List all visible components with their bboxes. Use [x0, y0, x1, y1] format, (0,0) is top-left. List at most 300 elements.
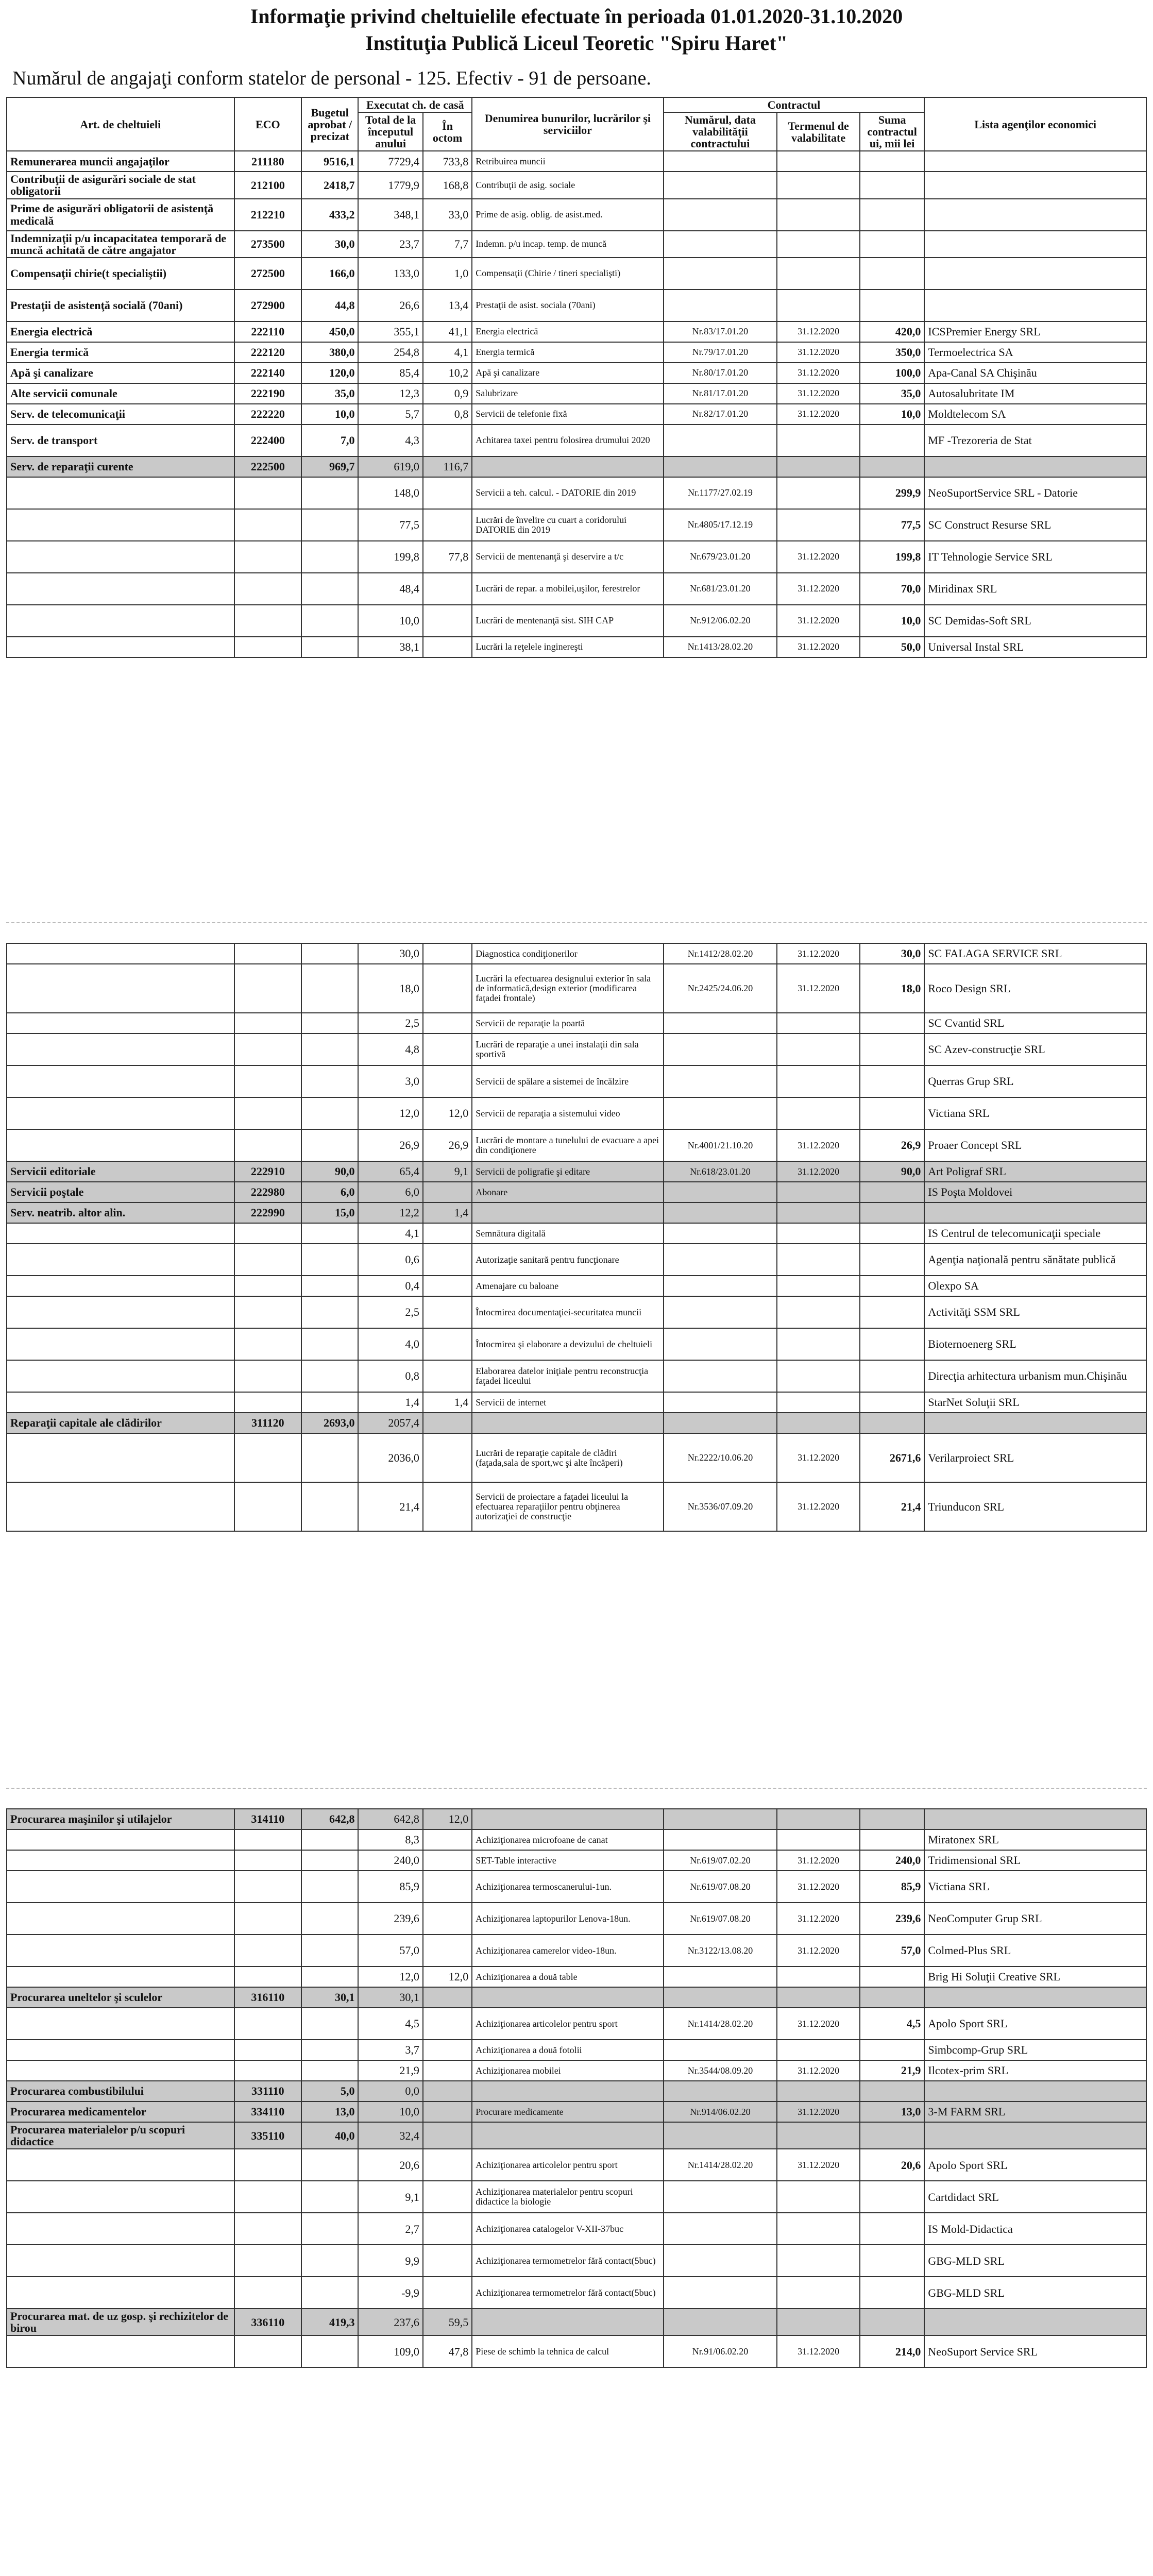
cell-buget [301, 2335, 358, 2367]
cell-nr [664, 2213, 777, 2245]
cell-agent: 3-M FARM SRL [924, 2102, 1146, 2122]
cell-agent: StarNet Soluţii SRL [924, 1392, 1146, 1413]
cell-den: Achiziţionarea catalogelor V-XII-37buc [472, 2213, 663, 2245]
cell-den: Achiziţionarea a două table [472, 1967, 663, 1987]
page-separator [6, 922, 1147, 923]
col-suma: Suma contractul ui, mii lei [860, 112, 924, 151]
cell-art [7, 943, 234, 964]
cell-luna [423, 1935, 472, 1967]
cell-luna: 116,7 [423, 456, 472, 477]
cell-total: 0,6 [358, 1244, 422, 1276]
cell-total: 4,0 [358, 1328, 422, 1360]
cell-nr [664, 1202, 777, 1223]
cell-agent: GBG-MLD SRL [924, 2277, 1146, 2309]
cell-luna: 733,8 [423, 151, 472, 172]
cell-agent [924, 2081, 1146, 2102]
cell-total: 7729,4 [358, 151, 422, 172]
cell-agent [924, 2309, 1146, 2335]
cell-term [777, 477, 860, 509]
cell-art [7, 477, 234, 509]
col-contractul: Contractul [664, 97, 925, 112]
cell-eco [234, 2213, 301, 2245]
cell-buget: 10,0 [301, 404, 358, 425]
table-row [7, 541, 1146, 573]
cell-luna: 7,7 [423, 231, 472, 258]
cell-term: 31.12.2020 [777, 1161, 860, 1182]
cell-buget [301, 1871, 358, 1903]
cell-agent [924, 1809, 1146, 1829]
cell-art [7, 637, 234, 657]
cell-art [7, 2149, 234, 2181]
cell-nr: Nr.619/07.02.20 [664, 1850, 777, 1871]
cell-term [777, 2245, 860, 2277]
cell-luna: 9,1 [423, 1161, 472, 1182]
cell-buget [301, 541, 358, 573]
cell-luna [423, 1033, 472, 1065]
cell-nr [664, 172, 777, 198]
cell-agent: Brig Hi Soluţii Creative SRL [924, 1967, 1146, 1987]
cell-buget [301, 1129, 358, 1161]
cell-agent: NeoComputer Grup SRL [924, 1903, 1146, 1935]
cell-luna [423, 1182, 472, 1202]
cell-total: 20,6 [358, 2149, 422, 2181]
cell-den: Servicii de reparaţia a sistemului video [472, 1097, 663, 1129]
cell-suma [860, 1182, 924, 1202]
cell-agent [924, 199, 1146, 231]
cell-term [777, 172, 860, 198]
cell-agent: Verilarproiect SRL [924, 1433, 1146, 1482]
cell-term [777, 1065, 860, 1097]
cell-eco [234, 1360, 301, 1392]
cell-term [777, 1360, 860, 1392]
cell-total: 21,9 [358, 2060, 422, 2081]
cell-luna [423, 477, 472, 509]
cell-nr [664, 1809, 777, 1829]
cell-art [7, 1276, 234, 1296]
cell-den: Întocmirea şi elaborare a devizului de cheltuieli [472, 1328, 663, 1360]
cell-art [7, 1244, 234, 1276]
cell-eco: 222910 [234, 1161, 301, 1182]
cell-eco [234, 477, 301, 509]
cell-art [7, 1903, 234, 1935]
cell-nr: Nr.3122/13.08.20 [664, 1935, 777, 1967]
cell-total: 32,4 [358, 2122, 422, 2149]
cell-suma [860, 151, 924, 172]
cell-total: 254,8 [358, 342, 422, 363]
table-row [7, 1967, 1146, 1987]
cell-agent: Roco Design SRL [924, 964, 1146, 1013]
cell-luna [423, 964, 472, 1013]
cell-nr: Nr.3536/07.09.20 [664, 1482, 777, 1531]
cell-eco: 222110 [234, 321, 301, 342]
cell-luna [423, 1433, 472, 1482]
cell-den: Achitarea taxei pentru folosirea drumului 2020 [472, 425, 663, 456]
cell-term [777, 2081, 860, 2102]
cell-total: 1779,9 [358, 172, 422, 198]
cell-luna [423, 1903, 472, 1935]
cell-total: 18,0 [358, 964, 422, 1013]
cell-luna [423, 2060, 472, 2081]
cell-agent: Victiana SRL [924, 1097, 1146, 1129]
cell-art: Serv. neatrib. altor alin. [7, 1202, 234, 1223]
cell-agent: Autosalubritate IM [924, 383, 1146, 404]
cell-suma: 18,0 [860, 964, 924, 1013]
cell-nr: Nr.619/07.08.20 [664, 1871, 777, 1903]
cell-nr: Nr.2222/10.06.20 [664, 1433, 777, 1482]
cell-suma [860, 172, 924, 198]
cell-term [777, 1987, 860, 2008]
cell-nr: Nr.4001/21.10.20 [664, 1129, 777, 1161]
cell-den [472, 2309, 663, 2335]
cell-nr [664, 2081, 777, 2102]
col-denumirea: Denumirea bunurilor, lucrărilor şi serviciilor [472, 97, 663, 151]
cell-total: 12,0 [358, 1967, 422, 1987]
cell-nr: Nr.1414/28.02.20 [664, 2149, 777, 2181]
cell-suma [860, 2040, 924, 2060]
cell-suma: 90,0 [860, 1161, 924, 1182]
cell-den [472, 2081, 663, 2102]
cell-suma [860, 1223, 924, 1244]
cell-suma [860, 2081, 924, 2102]
col-buget: Bugetul aprobat / precizat [301, 97, 358, 151]
cell-agent: Ilcotex-prim SRL [924, 2060, 1146, 2081]
cell-suma [860, 1013, 924, 1033]
expenses-table-page-2 [6, 943, 1147, 1532]
cell-term [777, 2277, 860, 2309]
cell-luna [423, 1296, 472, 1328]
cell-total: 3,0 [358, 1065, 422, 1097]
cell-agent [924, 231, 1146, 258]
cell-eco [234, 1223, 301, 1244]
table-row [7, 1903, 1146, 1935]
cell-luna [423, 1065, 472, 1097]
cell-luna [423, 2213, 472, 2245]
cell-eco [234, 1065, 301, 1097]
cell-art [7, 1360, 234, 1392]
cell-art [7, 1871, 234, 1903]
cell-suma: 35,0 [860, 383, 924, 404]
cell-suma: 239,6 [860, 1903, 924, 1935]
cell-term [777, 1829, 860, 1850]
cell-eco [234, 573, 301, 605]
table-row [7, 573, 1146, 605]
cell-nr [664, 2309, 777, 2335]
cell-nr [664, 1033, 777, 1065]
cell-den: Servicii de poligrafie şi editare [472, 1161, 663, 1182]
cell-total: 85,4 [358, 363, 422, 383]
cell-total: 109,0 [358, 2335, 422, 2367]
cell-agent [924, 456, 1146, 477]
cell-nr: Nr.80/17.01.20 [664, 363, 777, 383]
cell-eco [234, 509, 301, 541]
cell-term [777, 2040, 860, 2060]
cell-den [472, 2122, 663, 2149]
cell-agent: Universal Instal SRL [924, 637, 1146, 657]
cell-den: Compensaţii (Chirie / tineri specialişti) [472, 258, 663, 290]
cell-den: Servicii de reparaţie la poartă [472, 1013, 663, 1033]
cell-art [7, 2181, 234, 2213]
table-row [7, 605, 1146, 637]
cell-buget [301, 1829, 358, 1850]
cell-art: Energia electrică [7, 321, 234, 342]
cell-nr [664, 2122, 777, 2149]
cell-den [472, 1987, 663, 2008]
cell-den: Achiziţionarea articolelor pentru sport [472, 2149, 663, 2181]
cell-eco [234, 1276, 301, 1296]
table-row [7, 2102, 1146, 2122]
cell-art: Servicii poştale [7, 1182, 234, 1202]
cell-den: Autorizaţie sanitară pentru funcţionare [472, 1244, 663, 1276]
cell-term: 31.12.2020 [777, 404, 860, 425]
cell-buget: 40,0 [301, 2122, 358, 2149]
cell-term [777, 1276, 860, 1296]
cell-art: Procurarea maşinilor şi utilajelor [7, 1809, 234, 1829]
cell-luna: 41,1 [423, 321, 472, 342]
cell-agent: Simbcomp-Grup SRL [924, 2040, 1146, 2060]
cell-agent: Proaer Concept SRL [924, 1129, 1146, 1161]
cell-eco [234, 2335, 301, 2367]
cell-nr: Nr.81/17.01.20 [664, 383, 777, 404]
table-row [7, 383, 1146, 404]
cell-total: 0,4 [358, 1276, 422, 1296]
cell-total: 12,0 [358, 1097, 422, 1129]
cell-den [472, 1202, 663, 1223]
table-row [7, 509, 1146, 541]
cell-eco: 222220 [234, 404, 301, 425]
cell-agent [924, 1987, 1146, 2008]
cell-suma [860, 2122, 924, 2149]
cell-total: 2057,4 [358, 1413, 422, 1433]
cell-nr [664, 2277, 777, 2309]
cell-luna [423, 2149, 472, 2181]
table-row [7, 1850, 1146, 1871]
cell-agent: IS Centrul de telecomunicaţii speciale [924, 1223, 1146, 1244]
cell-buget [301, 2213, 358, 2245]
cell-agent: Victiana SRL [924, 1871, 1146, 1903]
cell-total: 10,0 [358, 605, 422, 637]
cell-eco: 222990 [234, 1202, 301, 1223]
cell-eco: 222500 [234, 456, 301, 477]
cell-suma: 20,6 [860, 2149, 924, 2181]
table-row [7, 2213, 1146, 2245]
cell-luna [423, 2081, 472, 2102]
cell-agent: GBG-MLD SRL [924, 2245, 1146, 2277]
cell-eco: 222980 [234, 1182, 301, 1202]
cell-eco: 222190 [234, 383, 301, 404]
cell-nr: Nr.1177/27.02.19 [664, 477, 777, 509]
table-row [7, 2122, 1146, 2149]
cell-term [777, 1202, 860, 1223]
cell-art [7, 964, 234, 1013]
cell-suma: 10,0 [860, 404, 924, 425]
cell-den: Lucrări de mentenanţă sist. SIH CAP [472, 605, 663, 637]
cell-den: Servicii a teh. calcul. - DATORIE din 2019 [472, 477, 663, 509]
cell-luna [423, 1328, 472, 1360]
cell-eco [234, 1935, 301, 1967]
cell-suma: 70,0 [860, 573, 924, 605]
cell-buget [301, 2181, 358, 2213]
cell-buget [301, 1223, 358, 1244]
col-art: Art. de cheltuieli [7, 97, 234, 151]
cell-luna [423, 1850, 472, 1871]
table-row [7, 637, 1146, 657]
cell-den: Lucrări de repar. a mobilei,uşilor, ferestrelor [472, 573, 663, 605]
cell-agent: SC FALAGA SERVICE SRL [924, 943, 1146, 964]
cell-agent: NeoSuport Service SRL [924, 2335, 1146, 2367]
cell-term: 31.12.2020 [777, 2008, 860, 2040]
cell-luna [423, 425, 472, 456]
cell-term [777, 1392, 860, 1413]
col-numarul: Numărul, data valabilităţii contractului [664, 112, 777, 151]
cell-term: 31.12.2020 [777, 321, 860, 342]
cell-term: 31.12.2020 [777, 605, 860, 637]
cell-eco: 212210 [234, 199, 301, 231]
cell-buget: 642,8 [301, 1809, 358, 1829]
cell-luna [423, 2181, 472, 2213]
cell-luna: 12,0 [423, 1097, 472, 1129]
cell-suma [860, 1065, 924, 1097]
cell-agent: Tridimensional SRL [924, 1850, 1146, 1871]
cell-art: Procurarea mat. de uz gosp. şi rechizitelor de birou [7, 2309, 234, 2335]
cell-nr: Nr.91/06.02.20 [664, 2335, 777, 2367]
cell-agent: Olexpo SA [924, 1276, 1146, 1296]
cell-art [7, 1392, 234, 1413]
cell-total: 9,9 [358, 2245, 422, 2277]
col-termenul: Termenul de valabilitate [777, 112, 860, 151]
cell-suma [860, 1967, 924, 1987]
cell-nr [664, 1829, 777, 1850]
cell-total: 2,7 [358, 2213, 422, 2245]
cell-nr: Nr.681/23.01.20 [664, 573, 777, 605]
cell-luna: 0,9 [423, 383, 472, 404]
cell-den: Servicii de telefonie fixă [472, 404, 663, 425]
cell-buget [301, 637, 358, 657]
cell-art: Indemnizaţii p/u incapacitatea temporară de muncă achitată de către angajator [7, 231, 234, 258]
cell-total: 199,8 [358, 541, 422, 573]
cell-art: Serv. de transport [7, 425, 234, 456]
cell-term [777, 1182, 860, 1202]
cell-eco [234, 1392, 301, 1413]
cell-den: Achiziţionarea termometrelor fără contact(5buc) [472, 2245, 663, 2277]
cell-total: 65,4 [358, 1161, 422, 1182]
cell-eco: 336110 [234, 2309, 301, 2335]
page-title: Informaţie privind cheltuielile efectuate în perioada 01.01.2020-31.10.2020 [250, 5, 903, 28]
cell-buget: 2693,0 [301, 1413, 358, 1433]
cell-nr: Nr.82/17.01.20 [664, 404, 777, 425]
cell-agent: Apa-Canal SA Chişinău [924, 363, 1146, 383]
cell-total: 0,0 [358, 2081, 422, 2102]
table-row [7, 1065, 1146, 1097]
cell-total: 48,4 [358, 573, 422, 605]
cell-art [7, 2008, 234, 2040]
cell-luna [423, 1829, 472, 1850]
cell-suma: 30,0 [860, 943, 924, 964]
cell-nr [664, 1065, 777, 1097]
cell-term [777, 258, 860, 290]
cell-agent: Direcţia arhitectura urbanism mun.Chişinău [924, 1360, 1146, 1392]
cell-nr [664, 1097, 777, 1129]
cell-total: 57,0 [358, 1935, 422, 1967]
cell-total: 77,5 [358, 509, 422, 541]
cell-den: Energia termică [472, 342, 663, 363]
col-luna: În octom [423, 112, 472, 151]
cell-art [7, 1013, 234, 1033]
col-total: Total de la începutul anului [358, 112, 422, 151]
cell-art [7, 1433, 234, 1482]
cell-term: 31.12.2020 [777, 363, 860, 383]
cell-art [7, 1967, 234, 1987]
cell-buget: 90,0 [301, 1161, 358, 1182]
cell-buget: 30,0 [301, 231, 358, 258]
cell-total: 348,1 [358, 199, 422, 231]
cell-suma [860, 2181, 924, 2213]
cell-den: Lucrări de montare a tunelului de evacuare a apei din condiţionere [472, 1129, 663, 1161]
cell-den: Piese de schimb la tehnica de calcul [472, 2335, 663, 2367]
cell-term: 31.12.2020 [777, 2102, 860, 2122]
cell-term [777, 1097, 860, 1129]
cell-nr: Nr.3544/08.09.20 [664, 2060, 777, 2081]
cell-luna [423, 1360, 472, 1392]
cell-term: 31.12.2020 [777, 541, 860, 573]
cell-buget: 30,1 [301, 1987, 358, 2008]
cell-suma [860, 1392, 924, 1413]
cell-luna [423, 2040, 472, 2060]
cell-buget [301, 2277, 358, 2309]
cell-buget: 166,0 [301, 258, 358, 290]
cell-den: SET-Table interactive [472, 1850, 663, 1871]
cell-art [7, 2213, 234, 2245]
cell-luna: 26,9 [423, 1129, 472, 1161]
cell-den: Elaborarea datelor iniţiale pentru reconstrucţia faţadei liceului [472, 1360, 663, 1392]
cell-eco [234, 605, 301, 637]
cell-term: 31.12.2020 [777, 1871, 860, 1903]
cell-eco [234, 2277, 301, 2309]
cell-term: 31.12.2020 [777, 2060, 860, 2081]
cell-den: Achiziţionarea articolelor pentru sport [472, 2008, 663, 2040]
cell-suma [860, 2245, 924, 2277]
cell-art [7, 1482, 234, 1531]
cell-total: 148,0 [358, 477, 422, 509]
cell-suma: 240,0 [860, 1850, 924, 1871]
cell-art: Energia termică [7, 342, 234, 363]
cell-den: Prestaţii de asist. sociala (70ani) [472, 290, 663, 321]
cell-term: 31.12.2020 [777, 1903, 860, 1935]
cell-luna [423, 2008, 472, 2040]
table-row [7, 2008, 1146, 2040]
cell-agent [924, 2122, 1146, 2149]
cell-luna: 4,1 [423, 342, 472, 363]
cell-total: 85,9 [358, 1871, 422, 1903]
cell-buget [301, 1276, 358, 1296]
cell-buget [301, 1033, 358, 1065]
cell-nr [664, 425, 777, 456]
table-row [7, 2081, 1146, 2102]
cell-den: Abonare [472, 1182, 663, 1202]
cell-eco: 212100 [234, 172, 301, 198]
cell-suma [860, 1809, 924, 1829]
cell-art [7, 541, 234, 573]
cell-luna [423, 2102, 472, 2122]
cell-buget [301, 509, 358, 541]
cell-agent: Apolo Sport SRL [924, 2008, 1146, 2040]
cell-suma: 420,0 [860, 321, 924, 342]
cell-den: Semnătura digitală [472, 1223, 663, 1244]
cell-agent: Agenţia naţională pentru sănătate publică [924, 1244, 1146, 1276]
cell-total: 6,0 [358, 1182, 422, 1202]
cell-agent: Moldtelecom SA [924, 404, 1146, 425]
cell-luna [423, 1871, 472, 1903]
cell-term [777, 1328, 860, 1360]
